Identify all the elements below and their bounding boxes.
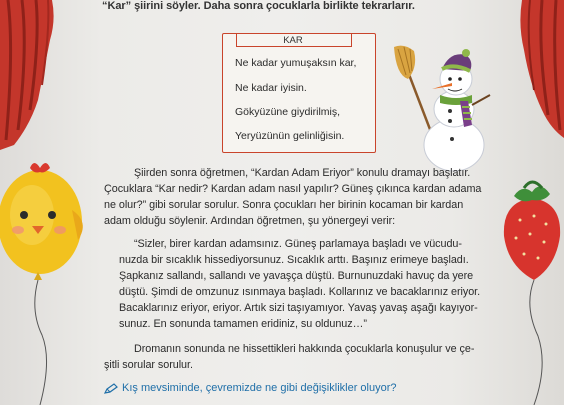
quote-line: Şapkanız sallandı, sallandı ve yavaşça düştü. Burnunuzdaki havuç da yere (119, 270, 474, 282)
quote-line: sunuz. En sonunda tamamen eridiniz, su oldunuz…” (119, 318, 367, 330)
paragraph-line: Dromanın sonunda ne hissettikleri hakkında çocuklarla konuşulur ve çe- (134, 343, 475, 355)
paragraph-line: Çocuklara “Kar nedir? Kardan adam nasıl yapılır? Güneş çıkınca kardan adama (104, 183, 482, 195)
intro-line: “Kar” şiirini söyler. Daha sonra çocuklarla birlikte tekrarlarır. (102, 0, 415, 12)
paragraph-line: ne olur?” gibi sorular sorulur. Sonra çocukları her birinin kocaman bir kardan (104, 199, 464, 211)
paragraph-line: Şiirden sonra öğretmen, “Kardan Adam Eriyor” konulu dramayı başlatır. (134, 167, 471, 179)
snowman-icon (392, 45, 494, 175)
quote-line: düştü. Şimdi de omzunuz ısınmaya başladı. Kollarınız ve bacaklarınız eriyor. (119, 286, 481, 298)
quote-line: nuzda bir sıcaklık hissediyorsunuz. Sıcaklık arttı. Başınız erimeye başladı. (119, 254, 469, 266)
curtain-left-icon (0, 0, 60, 150)
poem-line: Yeryüzünün gelinliğisin. (235, 130, 345, 142)
pencil-icon (104, 383, 118, 395)
discussion-question: Kış mevsiminde, çevremizde ne gibi değişiklikler oluyor? (122, 382, 397, 394)
quote-line: “Sizler, birer kardan adamsınız. Güneş parlamaya başladı ve vücudu- (134, 238, 462, 250)
poem-line: Gökyüzüne giydirilmiş, (235, 106, 341, 118)
chick-balloon-icon (0, 160, 92, 405)
curtain-right-icon (514, 0, 564, 140)
paragraph-line: şitli sorular sorulur. (104, 359, 193, 371)
quote-line: Bacaklarınız eriyor, eriyor. Artık sizi taşıyamıyor. Yavaş yavaş aşağı kayıyor- (119, 302, 478, 314)
paragraph-line: adam olduğu söylenir. Ardından öğretmen, şu yönergeyi verir: (104, 215, 396, 227)
strawberry-balloon-icon (496, 176, 564, 405)
poem-title: KAR (283, 35, 303, 46)
poem-line: Ne kadar yumuşaksın kar, (235, 57, 357, 69)
poem-line: Ne kadar iyisin. (235, 82, 307, 94)
